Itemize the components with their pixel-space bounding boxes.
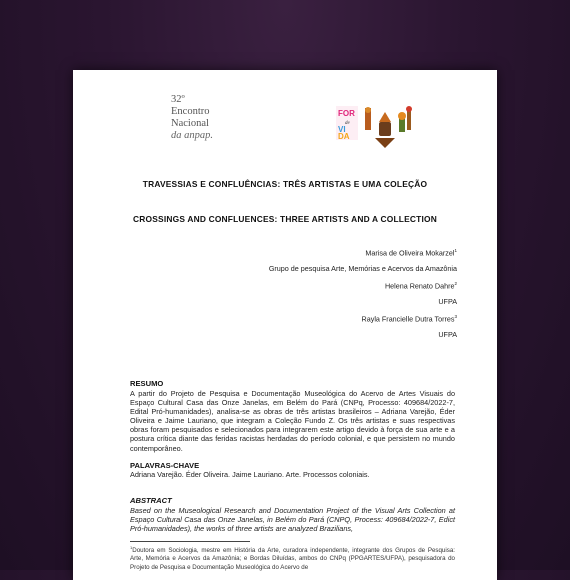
author-line: Helena Renato Dahre$^2$ [384, 281, 457, 291]
logo-line: Nacional [171, 118, 209, 129]
resumo-heading: RESUMO [130, 379, 164, 388]
keywords-heading: PALAVRAS-CHAVE [130, 461, 200, 470]
svg-text:VI: VI [338, 125, 346, 134]
abstract-heading: ABSTRACT [130, 496, 172, 505]
author-affiliation: UFPA [438, 297, 457, 306]
title-pt: TRAVESSIAS E CONFLUÊNCIAS: TRÊS ARTISTAS E UMA COLEÇÃO [142, 179, 428, 189]
author-affiliation: UFPA [438, 330, 457, 339]
svg-text:de: de [345, 121, 350, 126]
author-line: Rayla Francielle Dutra Torres$^3$ [361, 314, 457, 324]
svg-text:FOR: FOR [338, 109, 355, 118]
author-line: Marisa de Oliveira Mokarzel$^1$ [365, 248, 457, 258]
svg-text:DA: DA [338, 132, 350, 141]
footnote: $^1$Doutora em Sociologia, mestre em História da Arte, curadora independente, integrante dos Grupos de Pesquisa: Arte, Memória e Acervos da Amazônia; e Bordas Diluídas, ambos do CNPq (PPGARTES/UFPA), pesquisadora do Projeto de Pesquisa e Documentação Museológica do Acervo de [130, 545, 455, 571]
author-affiliation: Grupo de pesquisa Arte, Memórias e Acervos da Amazônia [268, 264, 457, 273]
footnote-divider [130, 541, 250, 542]
event-logo-icon [335, 104, 415, 150]
logo-line: da anpap. [171, 130, 213, 141]
resumo-body: A partir do Projeto de Pesquisa e Documentação Museológica do Acervo de Artes Visuais do Espaço Cultural Casa das Onze Janelas, em Belém do Pará (CNPq, Processo: 409684/2022-7, Edital Pró-humanidades), analisa-se as obras de três artistas brasileiros – Adriana Varejão, Éder Oliveira e Jaime Lauriano, que integram a Coleção Fundo Z. Os três artistas e suas respectivas obras foram pesquisados e selecionados para integrarem este artigo devido à força de sua arte e a postura crítica diante das feridas racistas herdadas do período colonial, e que persistem no mundo contemporâneo. [130, 389, 455, 453]
logo-line: Encontro [171, 106, 210, 117]
anpap-logo [171, 94, 213, 142]
document-page [73, 70, 497, 580]
title-en: CROSSINGS AND CONFLUENCES: THREE ARTISTS AND A COLLECTION [133, 214, 437, 224]
abstract-body: Based on the Museological Research and Documentation Project of the Visual Arts Collection at Espaço Cultural Casa das Onze Janelas, in Belém do Pará (CNPQ, Process: 409684/2022-7, Edict Pró-humanidades), the works of three artists are analyzed Brazilians, [130, 506, 455, 534]
keywords-body: Adriana Varejão. Éder Oliveira. Jaime Lauriano. Arte. Processos coloniais. [130, 470, 370, 479]
logo-line: 32º [171, 94, 185, 105]
